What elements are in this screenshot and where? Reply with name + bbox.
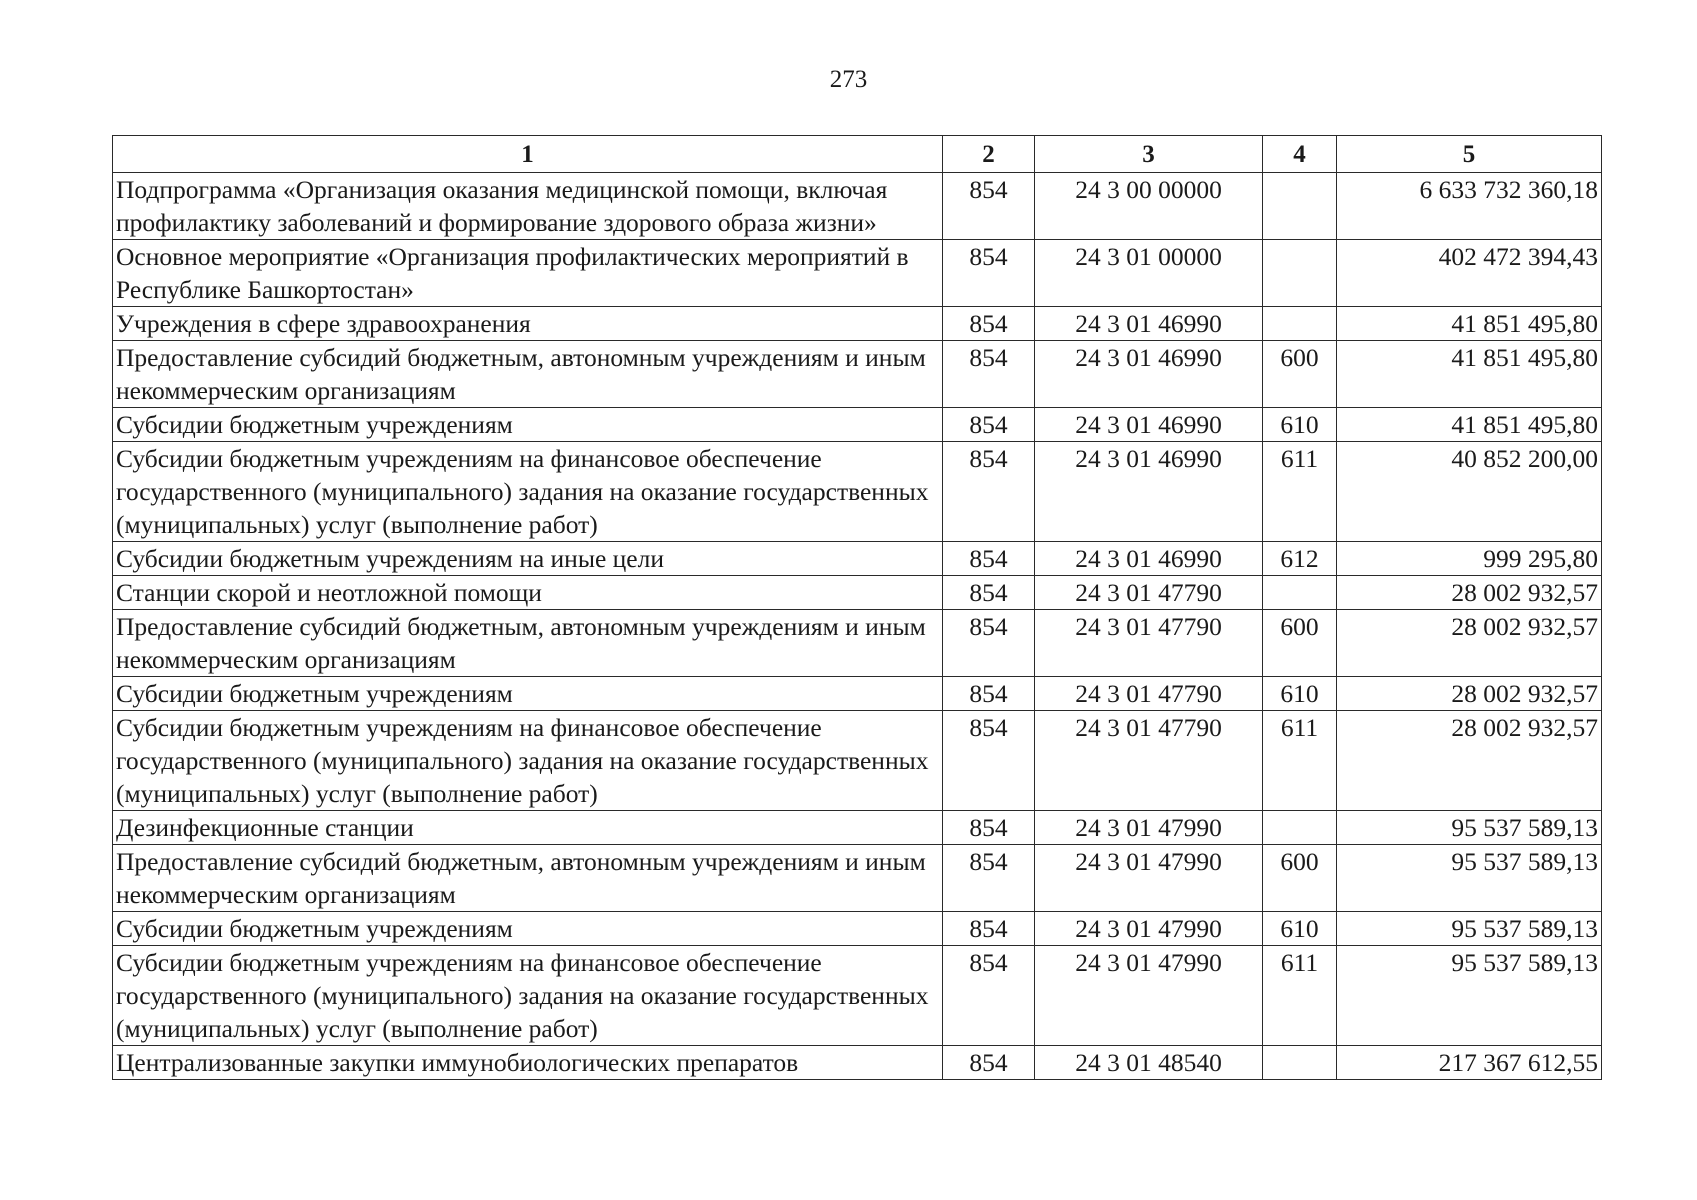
- table-row: [113, 240, 1602, 307]
- row-code-cell: 854: [943, 610, 1035, 677]
- row-csr-cell: 24 3 01 47790: [1035, 677, 1263, 711]
- row-name-cell: Предоставление субсидий бюджетным, автономным учреждениям и иным некоммерческим организациям: [113, 845, 943, 912]
- table-row: [113, 408, 1602, 442]
- table-row: [113, 946, 1602, 1046]
- row-sum-cell: 28 002 932,57: [1337, 677, 1602, 711]
- row-csr-cell: 24 3 01 47790: [1035, 576, 1263, 610]
- table-row: [113, 173, 1602, 240]
- row-name-cell: Субсидии бюджетным учреждениям: [113, 912, 943, 946]
- row-csr-cell: 24 3 01 47990: [1035, 912, 1263, 946]
- row-name-cell: Учреждения в сфере здравоохранения: [113, 307, 943, 341]
- row-vr-cell: 600: [1263, 845, 1337, 912]
- row-code-cell: 854: [943, 307, 1035, 341]
- table-row: [113, 341, 1602, 408]
- row-sum-cell: 41 851 495,80: [1337, 341, 1602, 408]
- row-vr-cell: 610: [1263, 677, 1337, 711]
- row-vr-cell: 610: [1263, 408, 1337, 442]
- row-code-cell: 854: [943, 240, 1035, 307]
- row-code-cell: 854: [943, 1046, 1035, 1080]
- row-sum-cell: 41 851 495,80: [1337, 307, 1602, 341]
- table-row: [113, 1046, 1602, 1080]
- row-sum-cell: 41 851 495,80: [1337, 408, 1602, 442]
- row-vr-cell: 611: [1263, 711, 1337, 811]
- row-csr-cell: 24 3 01 47990: [1035, 946, 1263, 1046]
- row-code-cell: 854: [943, 845, 1035, 912]
- table-header-row: [113, 136, 1602, 173]
- page-number: 273: [829, 66, 868, 93]
- row-code-cell: 854: [943, 811, 1035, 845]
- row-vr-cell: [1263, 307, 1337, 341]
- budget-table: [112, 135, 1602, 1080]
- row-name-cell: Субсидии бюджетным учреждениям на финансовое обеспечение государственного (муниципального) задания на оказание государственных (муниципальных) услуг (выполнение работ): [113, 711, 943, 811]
- row-vr-cell: 611: [1263, 946, 1337, 1046]
- column-header-3: 3: [1035, 136, 1263, 173]
- row-name-cell: Субсидии бюджетным учреждениям: [113, 408, 943, 442]
- row-name-cell: Субсидии бюджетным учреждениям на финансовое обеспечение государственного (муниципального) задания на оказание государственных (муниципальных) услуг (выполнение работ): [113, 946, 943, 1046]
- row-vr-cell: 610: [1263, 912, 1337, 946]
- row-sum-cell: 217 367 612,55: [1337, 1046, 1602, 1080]
- row-name-cell: Дезинфекционные станции: [113, 811, 943, 845]
- column-header-5: 5: [1337, 136, 1602, 173]
- column-header-1: 1: [113, 136, 943, 173]
- row-csr-cell: 24 3 01 00000: [1035, 240, 1263, 307]
- row-csr-cell: 24 3 01 46990: [1035, 307, 1263, 341]
- row-csr-cell: 24 3 01 46990: [1035, 341, 1263, 408]
- row-sum-cell: 95 537 589,13: [1337, 811, 1602, 845]
- row-name-cell: Предоставление субсидий бюджетным, автономным учреждениям и иным некоммерческим организациям: [113, 610, 943, 677]
- column-header-2: 2: [943, 136, 1035, 173]
- row-sum-cell: 28 002 932,57: [1337, 711, 1602, 811]
- row-sum-cell: 40 852 200,00: [1337, 442, 1602, 542]
- row-csr-cell: 24 3 01 46990: [1035, 542, 1263, 576]
- row-code-cell: 854: [943, 408, 1035, 442]
- row-vr-cell: 611: [1263, 442, 1337, 542]
- row-code-cell: 854: [943, 576, 1035, 610]
- row-sum-cell: 95 537 589,13: [1337, 845, 1602, 912]
- row-name-cell: Предоставление субсидий бюджетным, автономным учреждениям и иным некоммерческим организациям: [113, 341, 943, 408]
- row-csr-cell: 24 3 01 48540: [1035, 1046, 1263, 1080]
- table-row: [113, 845, 1602, 912]
- table-row: [113, 610, 1602, 677]
- row-code-cell: 854: [943, 442, 1035, 542]
- row-csr-cell: 24 3 01 47990: [1035, 811, 1263, 845]
- row-name-cell: Станции скорой и неотложной помощи: [113, 576, 943, 610]
- row-csr-cell: 24 3 00 00000: [1035, 173, 1263, 240]
- table-row: [113, 307, 1602, 341]
- row-csr-cell: 24 3 01 47990: [1035, 845, 1263, 912]
- row-sum-cell: 28 002 932,57: [1337, 610, 1602, 677]
- row-name-cell: Субсидии бюджетным учреждениям на иные цели: [113, 542, 943, 576]
- row-name-cell: Субсидии бюджетным учреждениям: [113, 677, 943, 711]
- row-name-cell: Основное мероприятие «Организация профилактических мероприятий в Республике Башкортостан»: [113, 240, 943, 307]
- row-sum-cell: 95 537 589,13: [1337, 912, 1602, 946]
- row-name-cell: Централизованные закупки иммунобиологических препаратов: [113, 1046, 943, 1080]
- row-sum-cell: 6 633 732 360,18: [1337, 173, 1602, 240]
- table-row: [113, 677, 1602, 711]
- row-code-cell: 854: [943, 711, 1035, 811]
- row-vr-cell: 600: [1263, 610, 1337, 677]
- row-code-cell: 854: [943, 341, 1035, 408]
- row-vr-cell: [1263, 173, 1337, 240]
- row-name-cell: Подпрограмма «Организация оказания медицинской помощи, включая профилактику заболеваний и формирование здорового образа жизни»: [113, 173, 943, 240]
- row-vr-cell: [1263, 576, 1337, 610]
- table-row: [113, 576, 1602, 610]
- row-vr-cell: 612: [1263, 542, 1337, 576]
- row-csr-cell: 24 3 01 46990: [1035, 408, 1263, 442]
- row-sum-cell: 28 002 932,57: [1337, 576, 1602, 610]
- row-code-cell: 854: [943, 173, 1035, 240]
- row-sum-cell: 999 295,80: [1337, 542, 1602, 576]
- row-csr-cell: 24 3 01 46990: [1035, 442, 1263, 542]
- row-vr-cell: [1263, 811, 1337, 845]
- table-row: [113, 542, 1602, 576]
- row-code-cell: 854: [943, 912, 1035, 946]
- row-name-cell: Субсидии бюджетным учреждениям на финансовое обеспечение государственного (муниципального) задания на оказание государственных (муниципальных) услуг (выполнение работ): [113, 442, 943, 542]
- row-sum-cell: 95 537 589,13: [1337, 946, 1602, 1046]
- column-header-4: 4: [1263, 136, 1337, 173]
- row-sum-cell: 402 472 394,43: [1337, 240, 1602, 307]
- table-body: [113, 173, 1602, 1080]
- row-code-cell: 854: [943, 542, 1035, 576]
- row-code-cell: 854: [943, 946, 1035, 1046]
- row-code-cell: 854: [943, 677, 1035, 711]
- row-csr-cell: 24 3 01 47790: [1035, 610, 1263, 677]
- row-csr-cell: 24 3 01 47790: [1035, 711, 1263, 811]
- table-row: [113, 442, 1602, 542]
- table-row: [113, 912, 1602, 946]
- row-vr-cell: [1263, 1046, 1337, 1080]
- table-row: [113, 811, 1602, 845]
- table-row: [113, 711, 1602, 811]
- row-vr-cell: 600: [1263, 341, 1337, 408]
- row-vr-cell: [1263, 240, 1337, 307]
